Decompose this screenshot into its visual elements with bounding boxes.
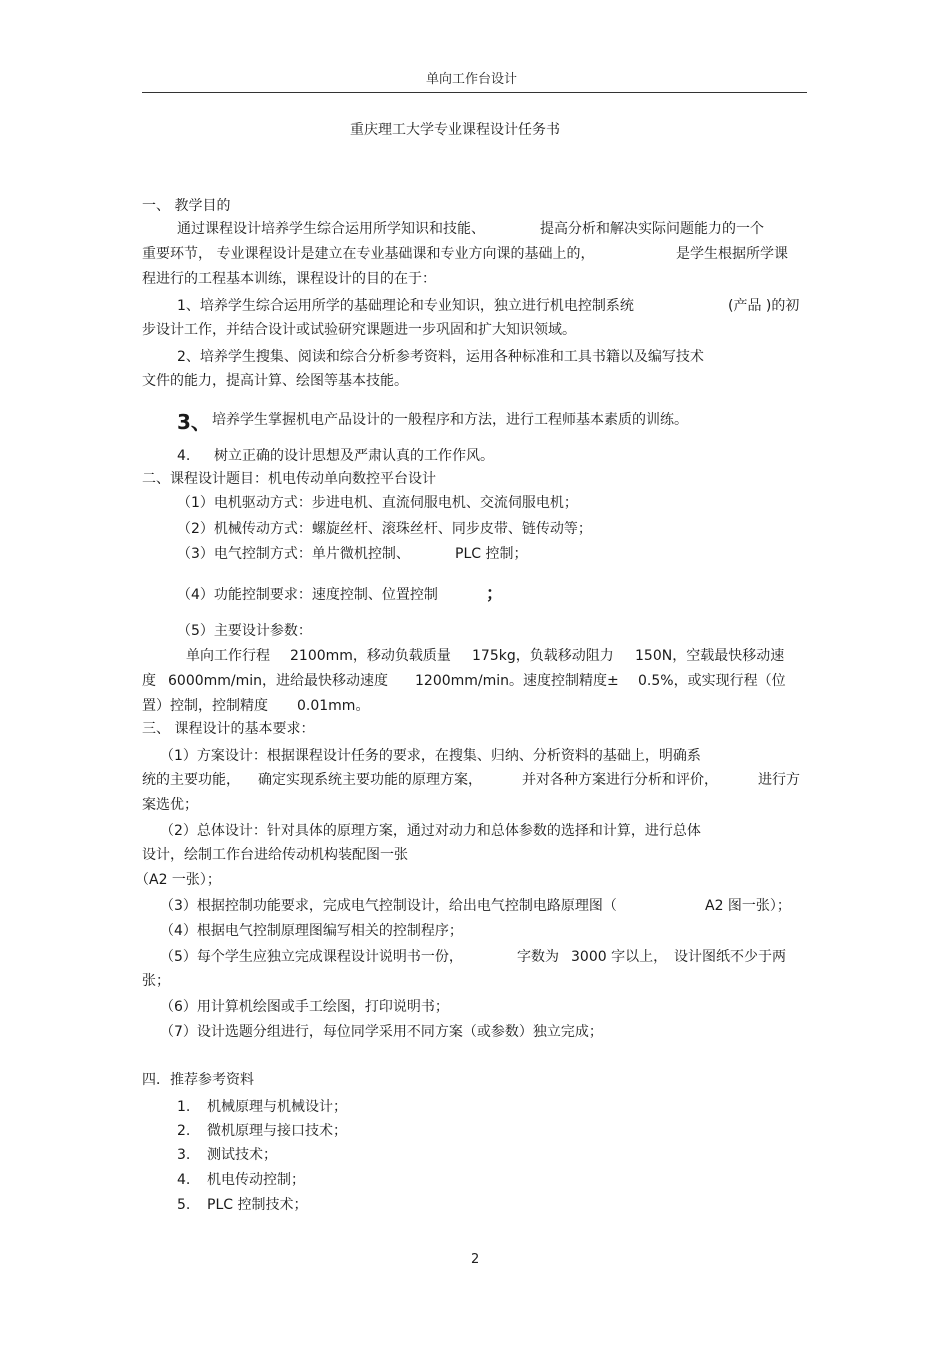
- s2-param-text: 175kg，负载移动阻力: [472, 648, 614, 664]
- section-2-heading: 二、课程设计题目：机电传动单向数控平台设计: [142, 471, 436, 487]
- s2-param-text: 0.01mm。: [297, 698, 370, 714]
- s2-param-text: 1200mm/min。速度控制精度±: [415, 673, 619, 689]
- s2-item-3-cont: PLC 控制；: [455, 546, 528, 562]
- section-4-heading: 四．推荐参考资料: [142, 1072, 254, 1088]
- s2-item-4: （4）功能控制要求：速度控制、位置控制: [177, 587, 438, 603]
- s1-item-1: 1、培养学生综合运用所学的基础理论和专业知识，独立进行机电控制系统: [177, 298, 634, 314]
- reference-item: 测试技术；: [207, 1147, 277, 1163]
- reference-item: 微机原理与接口技术；: [207, 1123, 347, 1139]
- s1-item-2-cont: 文件的能力，提高计算、绘图等基本技能。: [142, 373, 408, 389]
- s3-req-2-cont: （A2 一张）；: [135, 872, 221, 888]
- reference-item: PLC 控制技术；: [207, 1197, 308, 1213]
- s3-req-7: （7）设计选题分组进行，每位同学采用不同方案（或参数）独立完成；: [160, 1024, 603, 1040]
- s1-para-line: 提高分析和解决实际问题能力的一个: [540, 221, 764, 237]
- s2-param-text: 置）控制，控制精度: [142, 698, 268, 714]
- s2-item-3: （3）电气控制方式：单片微机控制、: [177, 546, 410, 562]
- s3-req-3-cont: A2 图一张）；: [705, 898, 791, 914]
- running-header: 单向工作台设计: [426, 72, 518, 87]
- s3-req-5-cont: 字数为: [517, 949, 559, 965]
- s2-param-text: 度: [142, 673, 156, 689]
- s1-item-3-number: 3、: [177, 410, 211, 434]
- reference-number: 1.: [177, 1099, 191, 1115]
- reference-number: 2.: [177, 1123, 191, 1139]
- document-title: 重庆理工大学专业课程设计任务书: [350, 122, 560, 138]
- s2-item-1: （1）电机驱动方式：步进电机、直流伺服电机、交流伺服电机；: [177, 495, 578, 511]
- s3-req-1-cont: 案选优；: [142, 797, 198, 813]
- s2-param-text: 2100mm，移动负载质量: [290, 648, 451, 664]
- reference-item: 机械原理与机械设计；: [207, 1099, 347, 1115]
- reference-number: 4.: [177, 1172, 191, 1188]
- section-3-heading: 三、 课程设计的基本要求：: [142, 721, 315, 737]
- s3-req-5-cont: 3000 字以上，: [571, 949, 668, 965]
- s3-req-5-cont: 张；: [142, 973, 170, 989]
- s1-para-line: 是学生根据所学课: [676, 246, 788, 262]
- s3-req-2-cont: 设计，绘制工作台进给传动机构装配图一张: [142, 847, 408, 863]
- reference-number: 5.: [177, 1197, 191, 1213]
- s3-req-3: （3）根据控制功能要求，完成电气控制设计，给出电气控制电路原理图（: [160, 898, 617, 914]
- s1-item-1-cont: 步设计工作，并结合设计或试验研究课题进一步巩固和扩大知识领域。: [142, 322, 576, 338]
- s3-req-5-cont: 设计图纸不少于两: [674, 949, 786, 965]
- s2-item-5: （5）主要设计参数：: [177, 623, 312, 639]
- s1-item-1-cont: (产品 )的初: [728, 298, 800, 314]
- s3-req-4: （4）根据电气控制原理图编写相关的控制程序；: [160, 923, 463, 939]
- reference-number: 3.: [177, 1147, 191, 1163]
- section-1-heading: 一、 教学目的: [142, 198, 231, 214]
- s3-req-1-cont: 进行方: [758, 772, 800, 788]
- s3-req-1-cont: 确定实现系统主要功能的原理方案，: [258, 772, 482, 788]
- s1-item-4: 树立正确的设计思想及严肃认真的工作作风。: [214, 448, 494, 464]
- s2-item-2: （2）机械传动方式：螺旋丝杆、滚珠丝杆、同步皮带、链传动等；: [177, 521, 592, 537]
- s1-item-4-number: 4.: [177, 448, 191, 464]
- s1-item-2: 2、培养学生搜集、阅读和综合分析参考资料，运用各种标准和工具书籍以及编写技术: [177, 349, 704, 365]
- reference-item: 机电传动控制；: [207, 1172, 305, 1188]
- s2-param-text: 6000mm/min，进给最快移动速度: [168, 673, 389, 689]
- s3-req-2: （2）总体设计：针对具体的原理方案，通过对动力和总体参数的选择和计算，进行总体: [160, 823, 701, 839]
- s2-param-text: 0.5%，或实现行程（位: [638, 673, 786, 689]
- s3-req-6: （6）用计算机绘图或手工绘图，打印说明书；: [160, 999, 449, 1015]
- s2-param-text: 单向工作行程: [186, 648, 270, 664]
- s3-req-1-cont: 并对各种方案进行分析和评价，: [522, 772, 718, 788]
- s3-req-5: （5）每个学生应独立完成课程设计说明书一份，: [160, 949, 463, 965]
- s2-param-text: 150N，空载最快移动速: [635, 648, 785, 664]
- s3-req-1-cont: 统的主要功能，: [142, 772, 240, 788]
- s1-para-line: 通过课程设计培养学生综合运用所学知识和技能、: [177, 221, 485, 237]
- page-number: 2: [471, 1252, 480, 1267]
- s1-para-line: 程进行的工程基本训练，课程设计的目的在于：: [142, 271, 436, 287]
- header-rule: [142, 92, 807, 93]
- s1-item-3: 培养学生掌握机电产品设计的一般程序和方法，进行工程师基本素质的训练。: [212, 412, 688, 428]
- s3-req-1: （1）方案设计：根据课程设计任务的要求，在搜集、归纳、分析资料的基础上，明确系: [160, 748, 701, 764]
- s1-para-line: 重要环节， 专业课程设计是建立在专业基础课和专业方向课的基础上的，: [142, 246, 595, 262]
- s2-item-4-cont: ；: [486, 584, 503, 604]
